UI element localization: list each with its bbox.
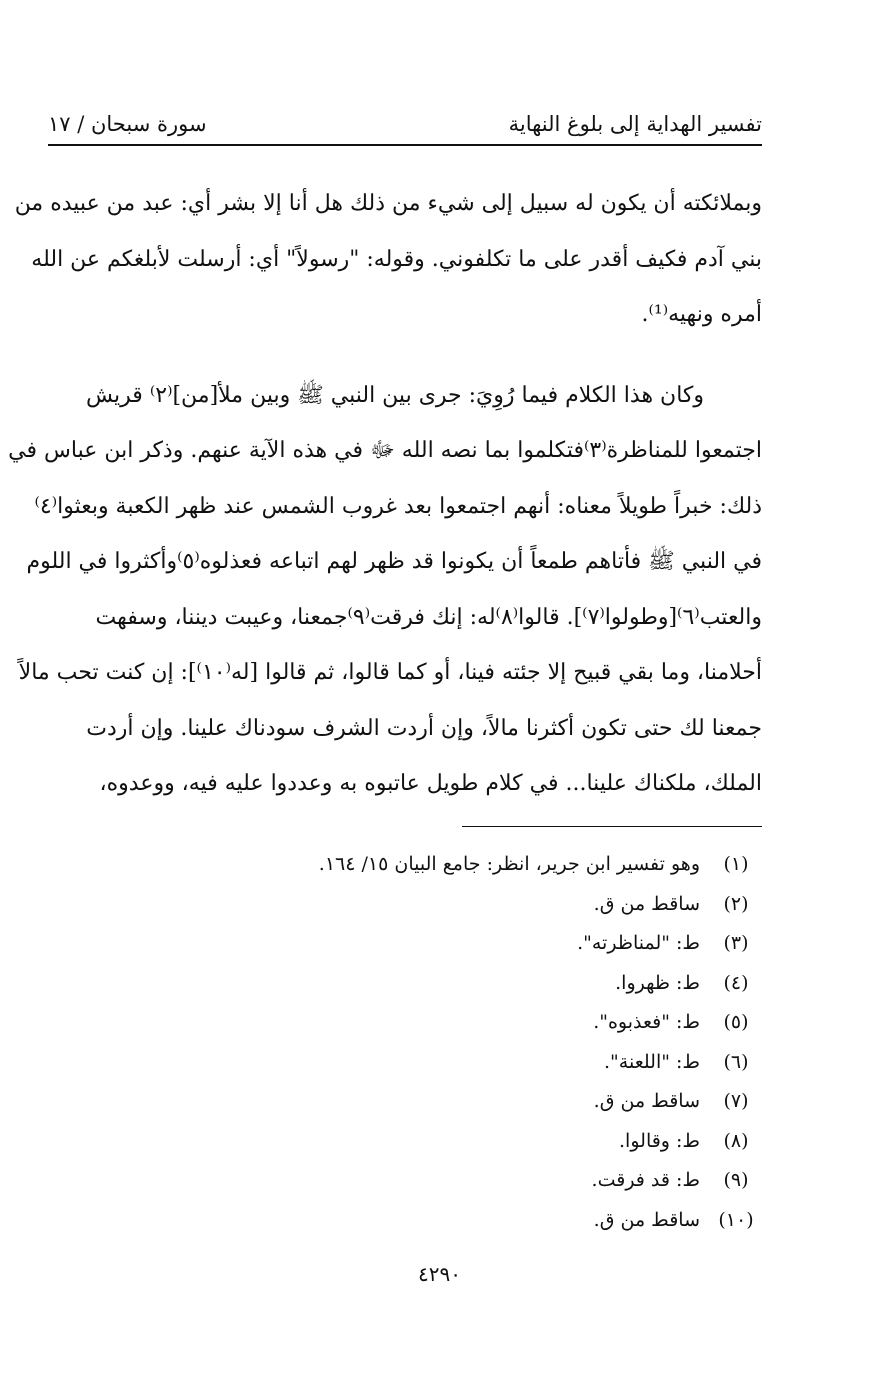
footnote-number: (٥) [723,1011,749,1033]
footnote-text: ط: "فعذبوه". [593,1011,700,1033]
footnote-text: ط: قد فرقت. [591,1169,700,1191]
main-text [8,176,762,812]
text-line: في النبي ﷺ فأتاهم طمعاً أن يكونوا قد ظهر لهم اتباعه فعذلوه⁽٥⁾وأكثروا في اللوم [26,549,762,574]
text-line: الملك، ملكناك علينا... في كلام طويل عاتبوه به وعددوا عليه فيه، ووعدوه، [99,771,762,796]
footnote-text: ساقط من ق. [593,1208,700,1231]
paragraph-gap [48,343,762,368]
page-number: ٤٢٩٠ [418,1262,461,1286]
footnotes [300,845,762,1240]
text-line: والعتب⁽٦⁾[وطولوا⁽٧⁾]. قالوا⁽٨⁾له: إنك فرقت⁽٩⁾جمعنا، وعيبت ديننا، وسفهت [95,604,762,630]
footnote-number: (٧) [723,1090,749,1112]
footnote-number: (٢) [723,892,749,915]
text-line: وبملائكته أن يكون له سبيل إلى شيء من ذلك هل أنا إلا بشر أي: عبد من عبيده من [14,191,762,216]
footnote-number: (٩) [723,1169,749,1191]
footnote-text: ساقط من ق. [593,892,700,915]
footnote-number: (٦) [723,1050,749,1073]
footnote-text: ط: "اللعنة". [604,1050,700,1073]
book-title: تفسير الهداية إلى بلوغ النهاية [508,112,762,136]
footnote [300,964,762,1004]
text-line: جمعنا لك حتى تكون أكثرنا مالاً، وإن أردت الشرف سودناك علينا. وإن أردت [86,715,762,741]
text-line: وكان هذا الكلام فيما رُوِيَ: جرى بين النبي ﷺ وبين ملأ[من]⁽٢⁾ قريش [86,382,704,408]
footnote-text: وهو تفسير ابن جرير، انظر: جامع البيان ١٥/ ١٦٤. [318,853,700,875]
footnote [300,845,762,885]
surah-page-label: سورة سبحان / ١٧ [48,112,207,136]
footnote [300,885,762,925]
footnote [300,924,762,964]
footnote [300,1043,762,1083]
footnote-number: (١) [723,853,749,875]
footnote-separator [462,826,762,827]
running-header [48,96,762,146]
footnote-text: ط: "لمناظرته". [577,932,700,954]
text-line: ذلك: خبراً طويلاً معناه: أنهم اجتمعوا بعد غروب الشمس عند ظهر الكعبة وبعثوا⁽٤⁾ [34,493,762,519]
footnote [300,1003,762,1043]
footnote-text: ط: ظهروا. [615,971,700,994]
footnote-number: (٤) [723,971,749,994]
footnote-number: (٨) [723,1129,749,1152]
footnote [300,1082,762,1122]
footnote-text: ط: وقالوا. [619,1129,700,1152]
text-line: أحلامنا، وما بقي قبيح إلا جئته فينا، أو كما قالوا، ثم قالوا [له⁽١٠⁾]: إن كنت تحب مالاً [18,660,762,685]
text-line: بني آدم فكيف أقدر على ما تكلفوني. وقوله: "رسولاً" أي: أرسلت لأبلغكم عن الله [31,246,762,272]
footnote [300,1161,762,1201]
footnote [300,1201,762,1241]
footnote-number: (٣) [723,932,749,954]
footnote-text: ساقط من ق. [593,1090,700,1112]
text-line: اجتمعوا للمناظرة⁽٣⁾فتكلموا بما نصه الله ﷻ في هذه الآية عنهم. وذكر ابن عباس في [8,438,762,463]
footnote [300,1122,762,1162]
footnote-number: (١٠) [718,1208,754,1231]
text-line: أمره ونهيه⁽¹⁾. [641,302,762,327]
